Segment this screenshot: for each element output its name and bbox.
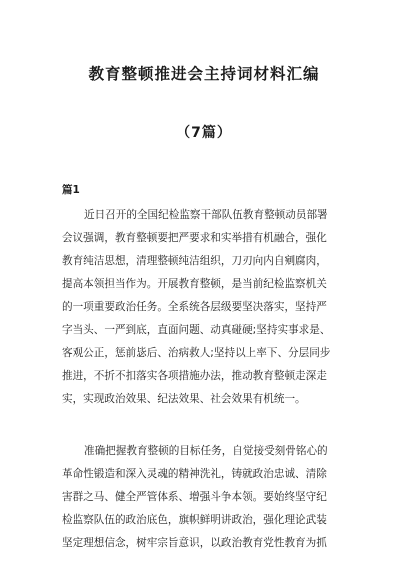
document-subtitle: （7篇）: [176, 125, 232, 141]
section-label: 篇1: [62, 184, 80, 196]
document-page: 教育整顿推进会主持词材料汇编 （7篇） 篇1 近日召开的全国纪检监察干部队伍教育整顿动员部署 会议强调，教育整顿要把严要求和实举措有机融合，强化 教育纯洁思想，清理整顿纯洁组织，刀刃向内自剜腐肉， 提高本领担当作为。开展教育整顿，是当前纪检监察机关 的一项重要政治任务。全系统各层级要坚决落实，坚持严 字当头、一严到底，直面问题、动真碰硬;坚持实事求是、 客观公正，惩前毖后、治病救人;坚持以上率下、分层同步 推进，不折不扣落实各项措施办法，推动教育整顿走深走 实，实现政治效果、纪法效果、社会效果有机统一。 准确把握教育整顿的目标任务，自觉接受刻骨铭心的 革命性锻造和深入灵魂的精神洗礼，铸就政治忠诚、清除 害群之马、健全严管体系、增强斗争本领。要始终坚守纪 检监察队伍的政治底色，旗帜鲜明讲政治，强化理论武装 坚定理想信念，树牢宗旨意识，以政治教育党性教育为抓: [0, 0, 408, 580]
document-title: 教育整顿推进会主持词材料汇编: [88, 65, 320, 83]
